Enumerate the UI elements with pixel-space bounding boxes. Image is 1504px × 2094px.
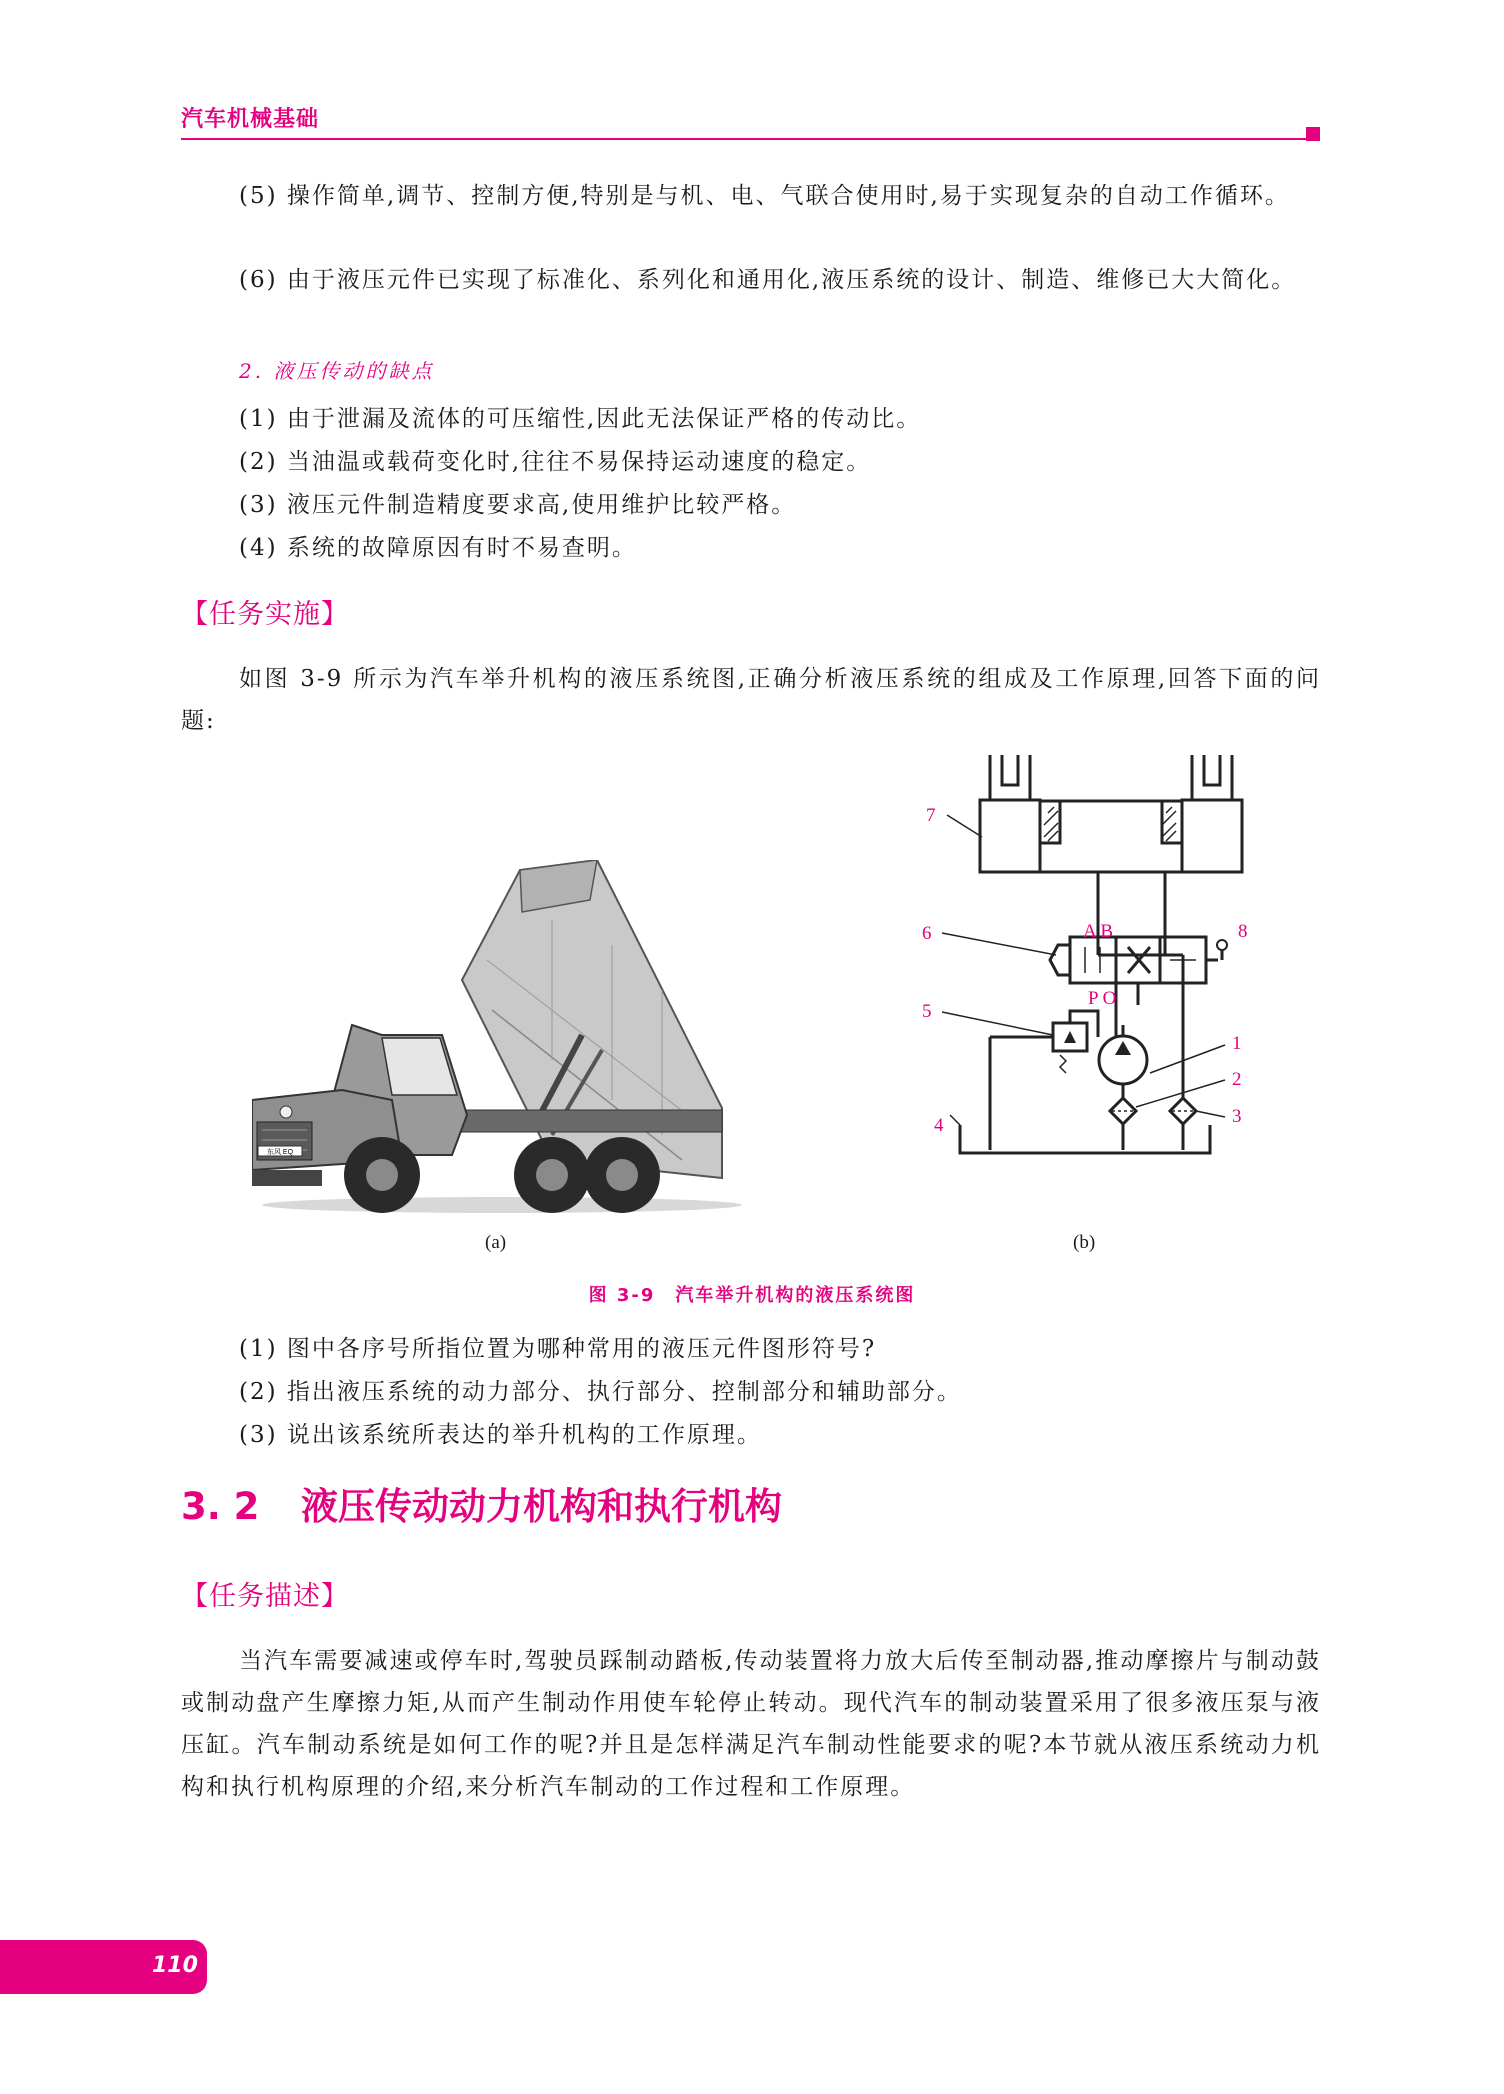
header-rule <box>181 138 1311 140</box>
list-item: (1) 由于泄漏及流体的可压缩性,因此无法保证严格的传动比。 <box>239 406 922 432</box>
subheading-disadvantages: 2. 液压传动的缺点 <box>239 359 435 383</box>
section-title: 液压传动动力机构和执行机构 <box>301 1485 782 1528</box>
task-implementation-text: 如图 3-9 所示为汽车举升机构的液压系统图,正确分析液压系统的组成及工作原理,回答下面的问题: <box>181 666 1321 734</box>
list-item: (2) 当油温或载荷变化时,往往不易保持运动速度的稳定。 <box>239 449 872 475</box>
dump-truck-illustration <box>252 860 752 1215</box>
task-implementation-heading: 【任务实施】 <box>181 599 349 630</box>
question-item: (1) 图中各序号所指位置为哪种常用的液压元件图形符号? <box>239 1336 877 1362</box>
valve-ports-bottom: P O <box>1088 988 1117 1009</box>
callout-7: 7 <box>926 805 936 826</box>
callout-6: 6 <box>922 923 932 944</box>
paragraph-advantage-5: (5) 操作简单,调节、控制方便,特别是与机、电、气联合使用时,易于实现复杂的自动工作循环。 <box>239 183 1290 209</box>
header-square-icon <box>1306 127 1320 141</box>
hydraulic-schematic <box>920 755 1280 1225</box>
task-description-text: 当汽车需要减速或停车时,驾驶员踩制动踏板,传动装置将力放大后传至制动器,推动摩擦片与制动鼓或制动盘产生摩擦力矩,从而产生制动作用使车轮停止转动。现代汽车的制动装置采用了很多液压泵与液压缸。汽车制动系统是如何工作的呢?并且是怎样满足汽车制动性能要求的呢?本节就从液压系统动力机构和执行机构原理的介绍,来分析汽车制动的工作过程和工作原理。 <box>181 1648 1321 1800</box>
valve-ports-top: A B <box>1083 921 1114 942</box>
question-item: (3) 说出该系统所表达的举升机构的工作原理。 <box>239 1422 762 1448</box>
question-item: (2) 指出液压系统的动力部分、执行部分、控制部分和辅助部分。 <box>239 1379 962 1405</box>
truck-license-plate: 东风 EQ <box>266 1149 294 1156</box>
section-number: 3. 2 <box>181 1485 260 1528</box>
callout-2: 2 <box>1232 1069 1242 1090</box>
figure-caption: 图 3-9 汽车举升机构的液压系统图 <box>588 1285 916 1306</box>
callout-3: 3 <box>1232 1106 1242 1127</box>
list-item: (3) 液压元件制造精度要求高,使用维护比较严格。 <box>239 492 797 518</box>
section-heading <box>181 1476 782 1530</box>
list-item: (4) 系统的故障原因有时不易查明。 <box>239 535 637 561</box>
callout-8: 8 <box>1238 921 1248 942</box>
figure-label-a: (a) <box>485 1232 507 1253</box>
figure-label-b: (b) <box>1073 1232 1096 1253</box>
callout-5: 5 <box>922 1001 932 1022</box>
page-number: 110 <box>152 1953 198 1978</box>
running-header: 汽车机械基础 <box>181 107 320 132</box>
task-description-heading: 【任务描述】 <box>181 1581 349 1612</box>
callout-4: 4 <box>934 1115 944 1136</box>
paragraph-advantage-6: (6) 由于液压元件已实现了标准化、系列化和通用化,液压系统的设计、制造、维修已大大简化。 <box>239 267 1297 293</box>
callout-1: 1 <box>1232 1033 1242 1054</box>
